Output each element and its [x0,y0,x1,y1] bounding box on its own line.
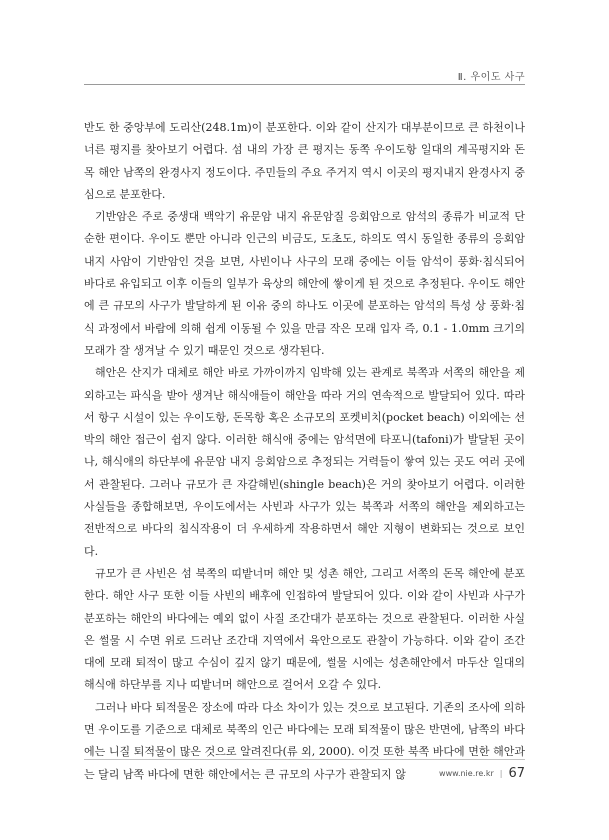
footer-divider [84,759,525,760]
footer-website: www.nie.re.kr [439,769,494,778]
paragraph-4: 규모가 큰 사빈은 섬 북쪽의 띠밭너머 해안 및 성촌 해안, 그리고 서쪽의 돈목 해안에 분포한다. 해안 사구 또한 이들 사빈의 배후에 인접하여 발달되어 있다. 이와 같이 사빈과 사구가 분포하는 해안의 바다에는 예외 없이 사질 조간대가 분포하는 것으로 관찰된다. 이러한 사실은 썰물 시 수면 위로 드러난 조간대 지역에서 육안으로도 관찰이 가능하다. 이와 같이 조간대에 모래 퇴적이 많고 수심이 깊지 않기 때문에, 썰물 시에는 성촌해안에서 마두산 일대의 해식애 하단부를 지나 띠밭너머 해안으로 걸어서 오갈 수 있다. [84,566,525,692]
paragraph-3: 해안은 산지가 대체로 해안 바로 가까이까지 임박해 있는 관계로 북쪽과 서쪽의 해안을 제외하고는 파식을 받아 생겨난 해식애들이 해안을 따라 거의 연속적으로 발달되어 있다. 따라서 항구 시설이 있는 우이도항, 돈목항 혹은 소규모의 포켓비치(pocket beach) 이외에는 선박의 해안 접근이 쉽지 않다. 이러한 해식애 중에는 암석면에 타포니(tafoni)가 발달된 곳이나, 해식애의 하단부에 유문암 내지 응회암으로 추정되는 거력들이 쌓여 있는 곳도 여러 곳에서 관찰된다. 그러나 규모가 큰 자갈해빈(shingle beach)은 거의 찾아보기 어렵다. 이러한 사실들을 종합해보면, 우이도에서는 사빈과 사구가 있는 북쪽과 서쪽의 해안을 제외하고는 전반적으로 바다의 침식작용이 더 우세하게 작용하면서 해안 지형이 변화되는 것으로 보인다. [84,366,525,558]
page-number: 67 [508,766,525,781]
header-divider [84,84,525,85]
running-header-section: Ⅱ. 우이도 사구 [457,72,525,83]
body-text [84,117,525,786]
footer-separator: | [499,769,503,778]
paragraph-5: 그러나 바다 퇴적물은 장소에 따라 다소 차이가 있는 것으로 보고된다. 기존의 조사에 의하면 우이도를 기준으로 대체로 북쪽의 인근 바다에는 모래 퇴적물이 많은 반면에, 남쪽의 바다에는 니질 퇴적물이 많은 것으로 알려진다(류 외, 2000). 이것 또한 북쪽 바다에 면한 해안과는 달리 남쪽 바다에 면한 해안에서는 큰 규모의 사구가 관찰되지 않 [84,700,525,781]
paragraph-1: 반도 한 중앙부에 도리산(248.1m)이 분포한다. 이와 같이 산지가 대부분이므로 큰 하천이나 너른 평지를 찾아보기 어렵다. 섬 내의 가장 큰 평지는 동쪽 우이도항 일대의 계곡평지와 돈목 해안 남쪽의 완경사지 정도이다. 주민들의 주요 주거지 역시 이곳의 평지내지 완경사지 중심으로 분포한다. [84,121,525,201]
page-footer [439,766,525,781]
paragraph-2: 기반암은 주로 중생대 백악기 유문암 내지 유문암질 응회암으로 암석의 종류가 비교적 단순한 편이다. 우이도 뿐만 아니라 인근의 비금도, 도초도, 하의도 역시 동일한 종류의 응회암 내지 사암이 기반암인 것을 보면, 사빈이나 사구의 모래 중에는 이들 암석이 풍화·침식되어 바다로 유입되고 이후 이들의 일부가 육상의 해안에 쌓이게 된 것으로 추정된다. 우이도 해안에 큰 규모의 사구가 발달하게 된 이유 중의 하나도 이곳에 분포하는 암석의 특성 상 풍화·침식 과정에서 바람에 의해 쉽게 이동될 수 있을 만큼 작은 모래 입자 즉, 0.1 - 1.0mm 크기의 모래가 잘 생겨날 수 있기 때문인 것으로 생각된다. [84,210,525,357]
